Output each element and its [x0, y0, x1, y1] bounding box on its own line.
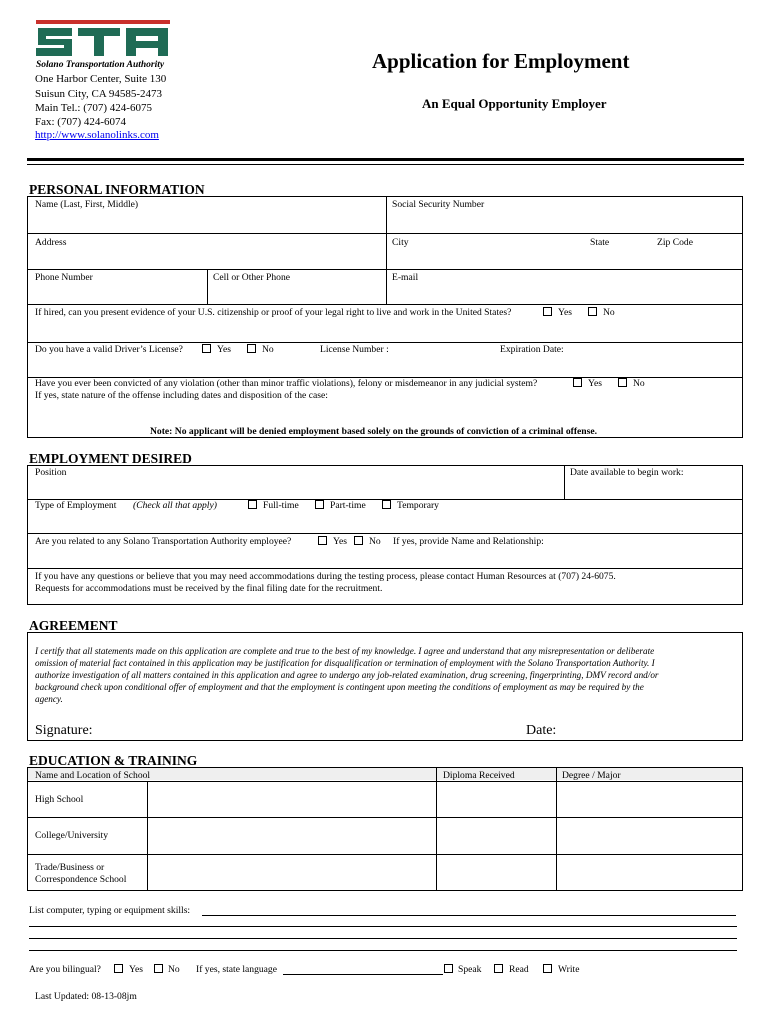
skills-line[interactable]	[29, 938, 737, 939]
header-divider	[27, 158, 744, 161]
expiration-label: Expiration Date:	[500, 344, 564, 355]
bilingual-yes-label: Yes	[129, 964, 143, 975]
conviction-no-checkbox[interactable]	[618, 378, 627, 387]
license-question: Do you have a valid Driver’s License?	[35, 344, 183, 355]
temporary-checkbox[interactable]	[382, 500, 391, 509]
col-degree-header: Degree / Major	[562, 770, 621, 781]
row-trade-line2: Correspondence School	[35, 874, 127, 885]
section-heading-education: EDUCATION & TRAINING	[29, 753, 198, 768]
conviction-yes-label: Yes	[588, 378, 602, 389]
license-no-label: No	[262, 344, 274, 355]
last-updated: Last Updated: 08-13-08jm	[35, 991, 137, 1002]
language-input-line[interactable]	[283, 974, 443, 975]
speak-checkbox[interactable]	[444, 964, 453, 973]
section-heading-employment: EMPLOYMENT DESIRED	[29, 451, 192, 466]
skills-line[interactable]	[29, 926, 737, 927]
row-high-school: High School	[35, 794, 84, 805]
related-followup: If yes, provide Name and Relationship:	[393, 536, 544, 547]
related-yes-label: Yes	[333, 536, 347, 547]
cell-label: Cell or Other Phone	[213, 272, 291, 283]
accommodation-text-2: Requests for accommodations must be received by the final filing date for the recruitment.	[35, 583, 383, 594]
check-all-note: (Check all that apply)	[133, 500, 217, 511]
row-trade-line1: Trade/Business or	[35, 862, 105, 873]
citizenship-question: If hired, can you present evidence of your U.S. citizenship or proof of your legal right to live and work in the United States?	[35, 307, 512, 318]
sta-logo-icon	[34, 20, 174, 62]
education-table	[27, 767, 743, 891]
phone-label: Phone Number	[35, 272, 93, 283]
related-yes-checkbox[interactable]	[318, 536, 327, 545]
address-line: Main Tel.: (707) 424-6075	[35, 102, 152, 114]
sta-logo	[34, 20, 174, 72]
skills-line[interactable]	[202, 915, 736, 916]
ssn-label: Social Security Number	[392, 199, 485, 210]
accommodation-text: If you have any questions or believe that you may need accommodations during the testing process, please contact Human Resources at (707) 24-6075.	[35, 571, 616, 582]
employment-type-label: Type of Employment	[35, 500, 117, 511]
license-yes-label: Yes	[217, 344, 231, 355]
bilingual-no-label: No	[168, 964, 180, 975]
address-line: One Harbor Center, Suite 130	[35, 73, 167, 85]
city-label: City	[392, 237, 409, 248]
address-line: Fax: (707) 424-6074	[35, 116, 127, 128]
license-yes-checkbox[interactable]	[202, 344, 211, 353]
license-no-checkbox[interactable]	[247, 344, 256, 353]
citizenship-no-label: No	[603, 307, 615, 318]
agreement-text-line: authorize investigation of all matters contained in this application and agree to undergo any job-related examination, drug screening, fingerprinting, DMV record and/or	[35, 670, 659, 680]
agreement-text-line: background check upon conditional offer of employment and that the employment is contingent upon meeting the conditions of employment as may be required by the	[35, 682, 644, 692]
temporary-label: Temporary	[397, 500, 439, 511]
full-time-label: Full-time	[263, 500, 299, 511]
part-time-label: Part-time	[330, 500, 366, 511]
date-available-label: Date available to begin work:	[570, 467, 684, 478]
conviction-yes-checkbox[interactable]	[573, 378, 582, 387]
conviction-note: Note: No applicant will be denied employment based solely on the grounds of conviction of a criminal offense.	[150, 426, 597, 437]
agreement-text-line: I certify that all statements made on this application are complete and true to the best of my knowledge. I agree and understand that any misrepresentation or deliberate	[35, 646, 655, 656]
full-time-checkbox[interactable]	[248, 500, 257, 509]
name-label: Name (Last, First, Middle)	[35, 199, 139, 210]
agreement-text-line: omission of material fact contained in this application may be justification for disqualification or termination of employment with the Solano Transportation Authority. I	[35, 658, 655, 668]
bilingual-yes-checkbox[interactable]	[114, 964, 123, 973]
logo-caption: Solano Transportation Authority	[36, 60, 165, 70]
position-label: Position	[35, 467, 67, 478]
skills-label: List computer, typing or equipment skills:	[29, 905, 191, 916]
col-diploma-header: Diploma Received	[443, 770, 515, 781]
header-divider-thin	[27, 164, 744, 165]
section-heading-personal: PERSONAL INFORMATION	[29, 182, 205, 197]
address-line: Suisun City, CA 94585-2473	[35, 88, 163, 100]
read-checkbox[interactable]	[494, 964, 503, 973]
address-label: Address	[35, 237, 67, 248]
read-label: Read	[509, 964, 529, 975]
write-label: Write	[558, 964, 580, 975]
email-label: E-mail	[392, 272, 419, 283]
part-time-checkbox[interactable]	[315, 500, 324, 509]
related-question: Are you related to any Solano Transportation Authority employee?	[35, 536, 292, 547]
conviction-no-label: No	[633, 378, 645, 389]
license-number-label: License Number :	[320, 344, 389, 355]
row-college: College/University	[35, 830, 109, 841]
section-heading-agreement: AGREEMENT	[29, 618, 118, 633]
state-label: State	[590, 237, 610, 248]
citizenship-no-checkbox[interactable]	[588, 307, 597, 316]
signature-label: Signature:	[35, 723, 93, 738]
citizenship-yes-label: Yes	[558, 307, 572, 318]
agreement-date-label: Date:	[526, 723, 557, 738]
conviction-followup: If yes, state nature of the offense including dates and disposition of the case:	[35, 390, 328, 401]
page-title: Application for Employment	[372, 49, 630, 73]
skills-line[interactable]	[29, 950, 737, 951]
zip-label: Zip Code	[657, 237, 693, 248]
speak-label: Speak	[458, 964, 482, 975]
language-label: If yes, state language	[196, 964, 277, 975]
bilingual-no-checkbox[interactable]	[154, 964, 163, 973]
related-no-label: No	[369, 536, 381, 547]
agreement-text-line: agency.	[35, 694, 63, 704]
col-school-header: Name and Location of School	[35, 770, 151, 781]
website-link[interactable]: http://www.solanolinks.com	[35, 129, 159, 141]
write-checkbox[interactable]	[543, 964, 552, 973]
bilingual-question: Are you bilingual?	[29, 964, 101, 975]
conviction-question: Have you ever been convicted of any violation (other than minor traffic violations), felony or misdemeanor in any judicial system?	[35, 378, 538, 389]
related-no-checkbox[interactable]	[354, 536, 363, 545]
page-subtitle: An Equal Opportunity Employer	[422, 96, 607, 111]
citizenship-yes-checkbox[interactable]	[543, 307, 552, 316]
